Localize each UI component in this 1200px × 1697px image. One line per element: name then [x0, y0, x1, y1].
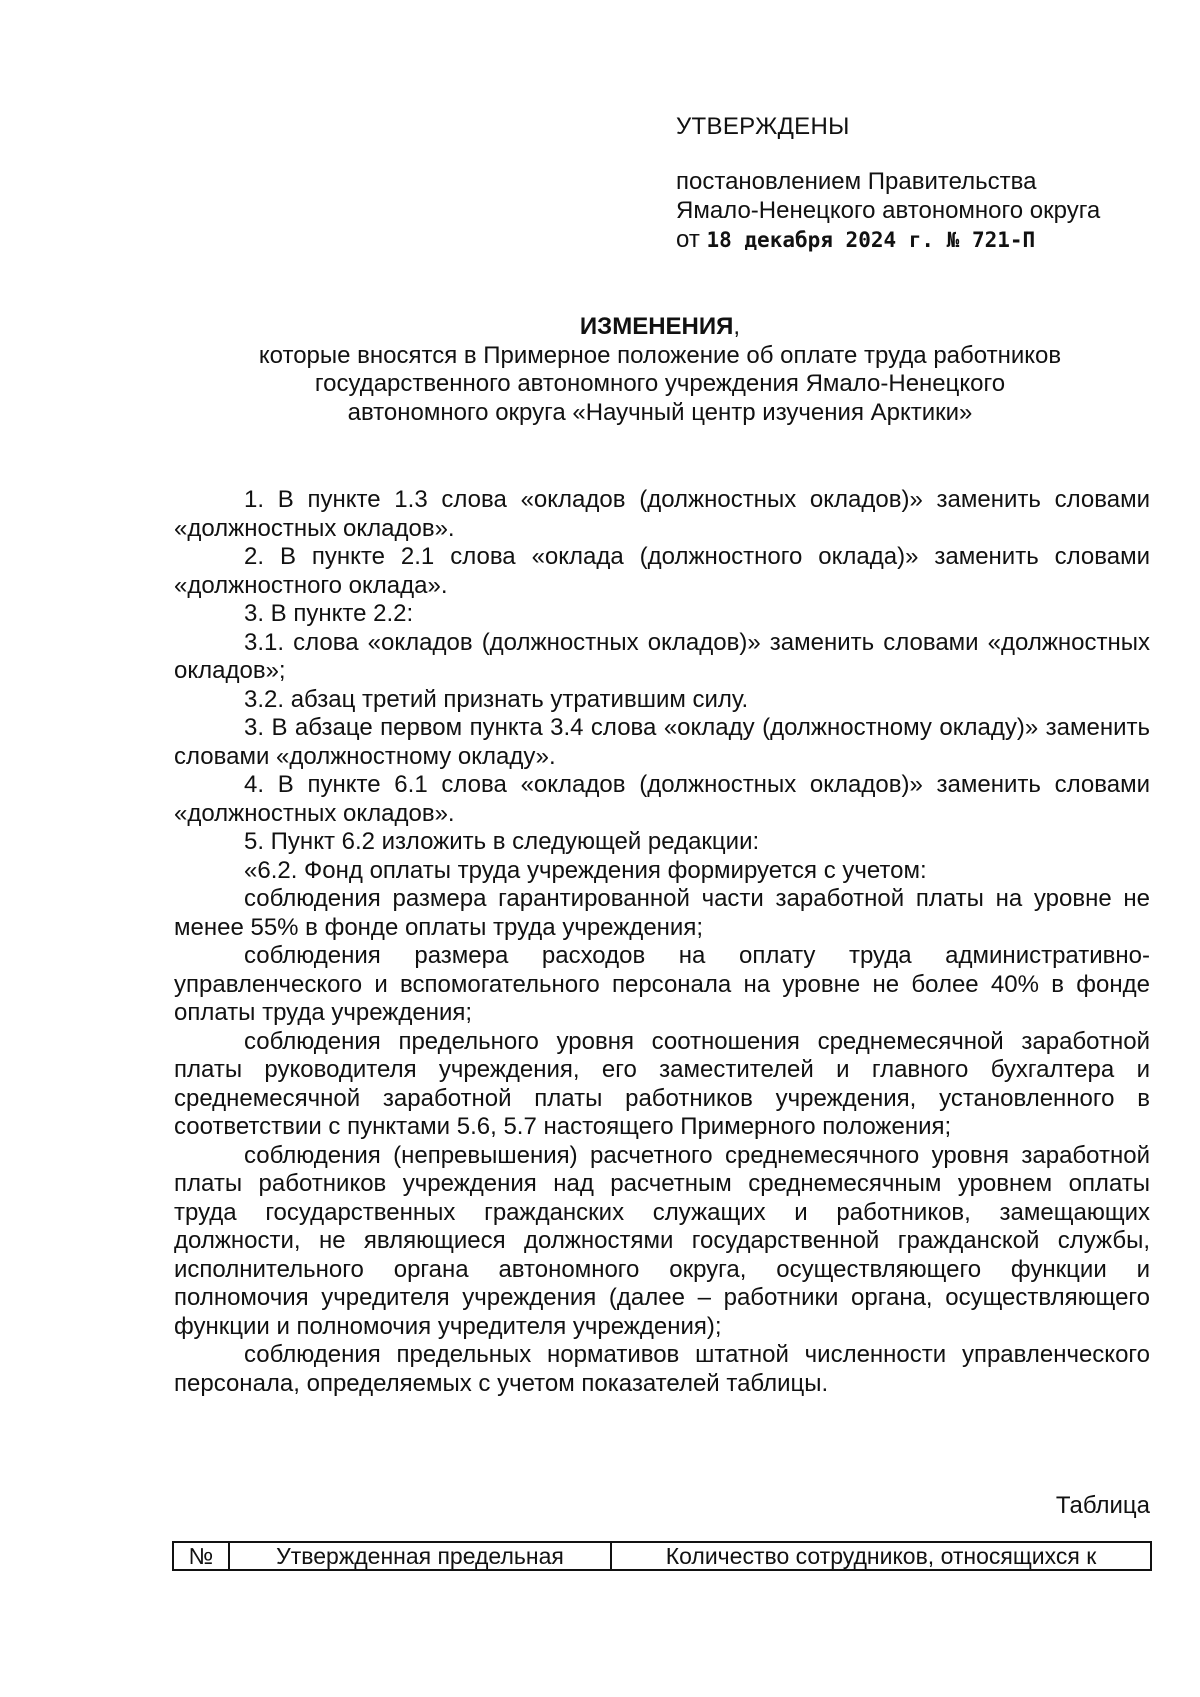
paragraph: соблюдения предельного уровня соотношения среднемесячной заработной платы руководителя учреждения, его заместителей и главного бухгалтера и среднемесячной заработной платы работников учреждения, установленного в соответствии с пунктами 5.6, 5.7 настоящего Примерного положения; — [174, 1027, 1150, 1140]
document-body — [174, 486, 1150, 1398]
approval-stamp: УТВЕРЖДЕНЫ — [676, 113, 850, 140]
paragraph: 5. Пункт 6.2 изложить в следующей редакции: — [244, 828, 760, 855]
approval-block — [676, 112, 1176, 255]
document-title — [172, 313, 1148, 427]
table-header-row — [173, 1542, 1151, 1570]
table-header-staff-count: Количество сотрудников, относящихся к — [611, 1542, 1151, 1570]
paragraph: 3. В пункте 2.2: — [244, 600, 414, 627]
title-line-3: автономного округа «Научный центр изучения Арктики» — [347, 398, 973, 426]
title-heading-line — [172, 313, 1148, 342]
paragraph: 1. В пункте 1.3 слова «окладов (должностных окладов)» заменить словами «должностных окладов». — [174, 486, 1150, 542]
approval-date-prefix: от — [676, 226, 700, 253]
limits-table — [172, 1541, 1152, 1571]
title-heading: ИЗМЕНЕНИЯ — [579, 313, 734, 340]
title-line-1: которые вносятся в Примерное положение об оплате труда работников — [258, 341, 1062, 369]
approval-date-line — [676, 225, 1176, 255]
paragraph: соблюдения размера расходов на оплату труда административно-управленческого и вспомогательного персонала на уровне не более 40% в фонде оплаты труда учреждения; — [174, 942, 1150, 1026]
paragraph: 3.1. слова «окладов (должностных окладов)» заменить словами «должностных окладов»; — [174, 628, 1150, 684]
approval-line-2: Ямало-Ненецкого автономного округа — [676, 197, 1101, 224]
paragraph: 3.2. абзац третий признать утратившим силу. — [244, 685, 749, 713]
table-header-number: № — [173, 1542, 229, 1570]
title-line-2: государственного автономного учреждения Ямало-Ненецкого — [314, 370, 1006, 397]
paragraph: 3. В абзаце первом пункта 3.4 слова «окладу (должностному окладу)» заменить словами «должностному окладу». — [174, 714, 1150, 770]
approval-date-value: 18 декабря 2024 г. № 721-П — [706, 228, 1036, 252]
paragraph: 4. В пункте 6.1 слова «окладов (должностных окладов)» заменить словами «должностных окладов». — [174, 771, 1150, 827]
paragraph: 2. В пункте 2.1 слова «оклада (должностного оклада)» заменить словами «должностного оклада». — [174, 543, 1150, 599]
table-caption: Таблица — [1055, 1492, 1150, 1519]
paragraph: «6.2. Фонд оплаты труда учреждения формируется с учетом: — [244, 856, 927, 884]
paragraph: соблюдения предельных нормативов штатной численности управленческого персонала, определяемых с учетом показателей таблицы. — [174, 1341, 1150, 1397]
paragraph: соблюдения (непревышения) расчетного среднемесячного уровня заработной платы работников учреждения над расчетным среднемесячным уровнем оплаты труда государственных гражданских служащих и работников, замещающих должности, не являющиеся должностями государственной гражданской службы, исполнительного органа автономного округа, осуществляющего функции и полномочия учредителя учреждения (далее – работники органа, осуществляющего функции и полномочия учредителя учреждения); — [174, 1141, 1150, 1340]
approval-line-1: постановлением Правительства — [676, 168, 1037, 195]
table-header-limit: Утвержденная предельная — [229, 1542, 611, 1570]
paragraph: соблюдения размера гарантированной части заработной платы на уровне не менее 55% в фонде оплаты труда учреждения; — [174, 885, 1150, 941]
title-heading-suffix: , — [733, 313, 741, 340]
